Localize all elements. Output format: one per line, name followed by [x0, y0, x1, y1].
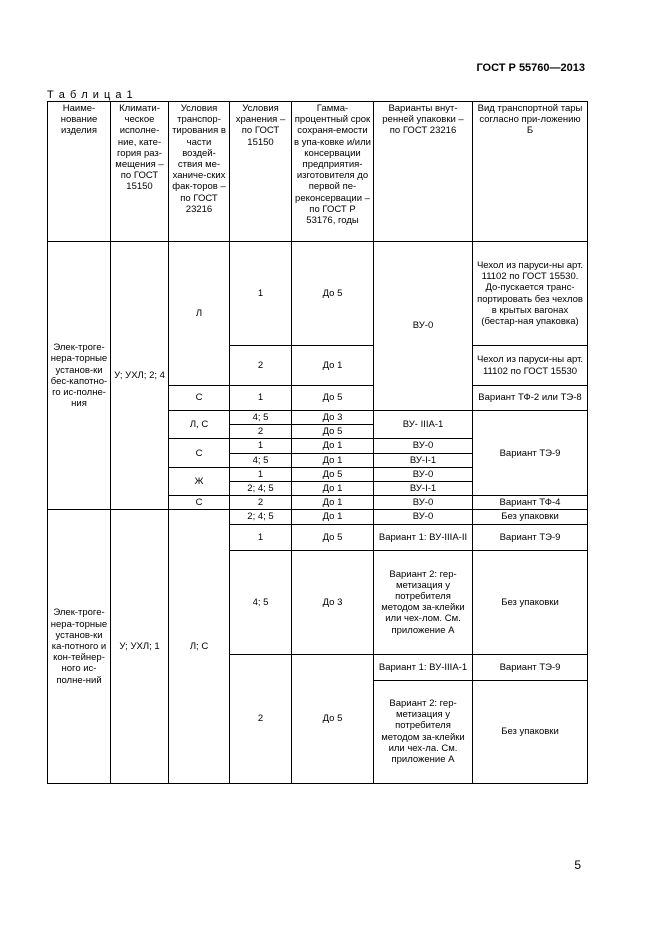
packing-cell: ВУ-0: [374, 496, 473, 510]
transport-cell: Ж: [169, 467, 230, 495]
column-header: Наиме-нование изделия: [48, 102, 111, 242]
packing-cell: ВУ-I-1: [374, 453, 473, 467]
packing-cell: ВУ-0: [374, 439, 473, 453]
storage-cell: 2: [230, 654, 292, 783]
storage-cell: 2: [230, 425, 292, 439]
term-cell: До 1: [292, 453, 374, 467]
term-cell: До 1: [292, 439, 374, 453]
column-header: Условия хранения – по ГОСТ 15150: [230, 102, 292, 242]
tare-cell: Без упаковки: [473, 510, 588, 524]
table-row: [48, 242, 588, 346]
storage-cell: 4; 5: [230, 453, 292, 467]
tare-cell: Вариант ТФ-2 или ТЭ-8: [473, 386, 588, 411]
term-cell: До 5: [292, 654, 374, 783]
column-header: Вид транспортной тары согласно при-ложению Б: [473, 102, 588, 242]
storage-transport-table: [47, 101, 588, 784]
product-name-cell: Элек-троге-нера-торные установ-ки бес-капотно-го ис-полне-ния: [48, 242, 111, 510]
term-cell: До 5: [292, 425, 374, 439]
tare-cell: Вариант ТЭ-9: [473, 654, 588, 680]
page-number: 5: [574, 858, 581, 872]
storage-cell: 1: [230, 467, 292, 481]
column-header: Климати-ческое исполне-ние, кате-гория раз-мещения – по ГОСТ 15150: [111, 102, 169, 242]
storage-cell: 2: [230, 346, 292, 386]
climate-cell: У; УХЛ; 2; 4: [111, 242, 169, 510]
packing-cell: Вариант 1: ВУ-IIIА-II: [374, 524, 473, 550]
term-cell: До 5: [292, 242, 374, 346]
transport-cell: С: [169, 439, 230, 467]
term-cell: До 1: [292, 482, 374, 496]
term-cell: До 5: [292, 386, 374, 411]
packing-cell: Вариант 2: гер-метизация у потребителя методом за-клейки или чех-ла. См. приложение А: [374, 680, 473, 783]
term-cell: До 5: [292, 467, 374, 481]
term-cell: До 1: [292, 346, 374, 386]
term-cell: До 1: [292, 496, 374, 510]
column-header: Условия транспор-тирования в части воздей-ствия ме-ханиче-ских фак-торов – по ГОСТ 23216: [169, 102, 230, 242]
storage-cell: 1: [230, 242, 292, 346]
column-header: Варианты внут-ренней упаковки – по ГОСТ 23216: [374, 102, 473, 242]
table-row: [48, 510, 588, 524]
storage-cell: 2; 4; 5: [230, 482, 292, 496]
term-cell: До 3: [292, 411, 374, 425]
tare-cell: Вариант ТЭ-9: [473, 411, 588, 496]
column-header: Гамма-процентный срок сохраня-емости в упа-ковке и/или консервации предприятия-изготовителя до первой пе-реконсервации – по ГОСТ Р 53176, годы: [292, 102, 374, 242]
tare-cell: Вариант ТЭ-9: [473, 524, 588, 550]
packing-cell: Вариант 1: ВУ-IIIА-1: [374, 654, 473, 680]
transport-cell: С: [169, 386, 230, 411]
storage-cell: 1: [230, 524, 292, 550]
packing-cell: ВУ-0: [374, 467, 473, 481]
tare-cell: Без упаковки: [473, 680, 588, 783]
storage-cell: 1: [230, 439, 292, 453]
storage-cell: 4; 5: [230, 411, 292, 425]
tare-cell: Чехол из паруси-ны арт. 11102 по ГОСТ 15530. До-пускается транс-портировать без чехлов в крытых вагонах (бестар-ная упаковка): [473, 242, 588, 346]
term-cell: До 3: [292, 550, 374, 654]
term-cell: До 5: [292, 524, 374, 550]
table-header-row: [48, 102, 588, 242]
tare-cell: Вариант ТФ-4: [473, 496, 588, 510]
document-standard-header: ГОСТ Р 55760—2013: [476, 62, 585, 74]
transport-cell: С: [169, 496, 230, 510]
packing-cell: ВУ- IIIА-1: [374, 411, 473, 439]
product-name-cell: Элек-троге-нера-торные установ-ки ка-потного и кон-тейнер-ного ис-полне-ний: [48, 510, 111, 783]
storage-cell: 4; 5: [230, 550, 292, 654]
table-caption: Т а б л и ц а 1: [47, 89, 134, 101]
storage-cell: 1: [230, 386, 292, 411]
packing-cell: ВУ-0: [374, 510, 473, 524]
packing-cell: Вариант 2: гер-метизация у потребителя методом за-клейки или чех-лом. См. приложение А: [374, 550, 473, 654]
term-cell: До 1: [292, 510, 374, 524]
packing-cell: ВУ-I-1: [374, 482, 473, 496]
transport-cell: Л; С: [169, 510, 230, 783]
transport-cell: Л: [169, 242, 230, 386]
transport-cell: Л, С: [169, 411, 230, 439]
storage-cell: 2: [230, 496, 292, 510]
climate-cell: У; УХЛ; 1: [111, 510, 169, 783]
tare-cell: Без упаковки: [473, 550, 588, 654]
tare-cell: Чехол из паруси-ны арт. 11102 по ГОСТ 15530: [473, 346, 588, 386]
packing-cell: ВУ-0: [374, 242, 473, 411]
storage-cell: 2; 4; 5: [230, 510, 292, 524]
